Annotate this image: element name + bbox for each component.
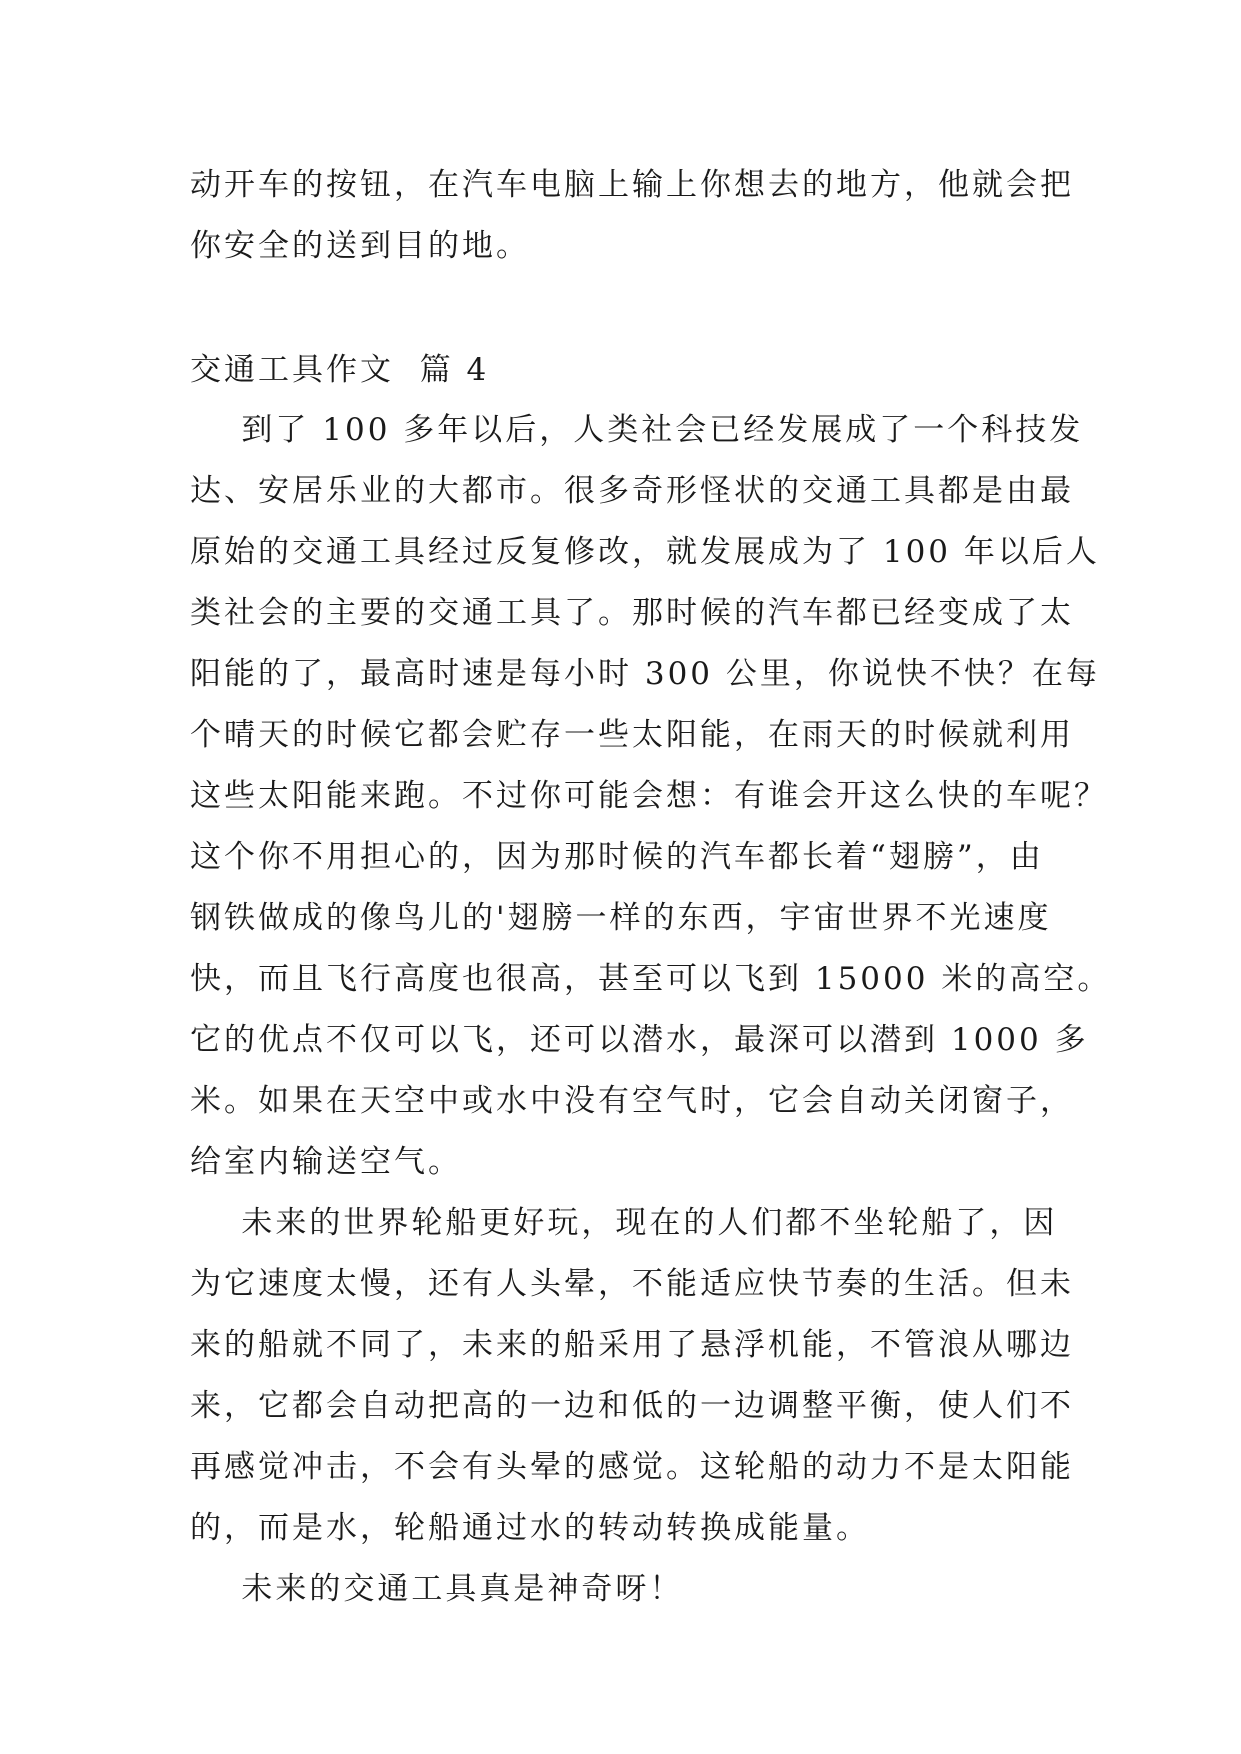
text-line: 原始的交通工具经过反复修改，就发展成为了 100 年以后人 (190, 534, 1100, 570)
text-line: 快，而且飞行高度也很高，甚至可以飞到 15000 米的高空。 (190, 961, 1112, 997)
text-line: 钢铁做成的像鸟儿的'翅膀一样的东西，宇宙世界不光速度 (190, 900, 1052, 936)
text-line: 达、安居乐业的大都市。很多奇形怪状的交通工具都是由最 (190, 473, 1074, 509)
text-line: 动开车的按钮，在汽车电脑上输上你想去的地方，他就会把 (190, 167, 1074, 203)
text-line: 阳能的了，最高时速是每小时 300 公里，你说快不快？在每 (190, 656, 1100, 692)
text-line: 来的船就不同了，未来的船采用了悬浮机能，不管浪从哪边 (190, 1327, 1074, 1363)
text-line: 未来的世界轮船更好玩，现在的人们都不坐轮船了，因 (190, 1205, 1058, 1241)
text-line: 这个你不用担心的，因为那时候的汽车都长着“翅膀”，由 (190, 839, 1044, 875)
paragraph-2 (190, 1193, 1074, 1559)
text-line: 个晴天的时候它都会贮存一些太阳能，在雨天的时候就利用 (190, 717, 1074, 753)
text-line: 为它速度太慢，还有人头晕，不能适应快节奏的生活。但未 (190, 1266, 1074, 1302)
text-line: 来，它都会自动把高的一边和低的一边调整平衡，使人们不 (190, 1388, 1074, 1424)
text-line: 给室内输送空气。 (190, 1144, 462, 1180)
text-line: 米。如果在天空中或水中没有空气时，它会自动关闭窗子， (190, 1083, 1074, 1119)
essay-section (190, 340, 1112, 1620)
text-line: 这些太阳能来跑。不过你可能会想：有谁会开这么快的车呢？ (190, 778, 1108, 814)
text-line: 到了 100 多年以后，人类社会已经发展成了一个科技发 (190, 412, 1084, 448)
text-line: 它的优点不仅可以飞，还可以潜水，最深可以潜到 1000 多 (190, 1022, 1089, 1058)
text-line: 的，而是水，轮船通过水的转动转换成能量。 (190, 1510, 870, 1546)
text-line: 再感觉冲击，不会有头晕的感觉。这轮船的动力不是太阳能 (190, 1449, 1074, 1485)
top-paragraph (190, 155, 1074, 277)
text-line: 未来的交通工具真是神奇呀！ (190, 1571, 684, 1607)
paragraph-3 (190, 1559, 1070, 1620)
text-line: 类社会的主要的交通工具了。那时候的汽车都已经变成了太 (190, 595, 1074, 631)
paragraph-1 (190, 400, 1112, 1193)
section-title: 交通工具作文 篇 4 (190, 352, 490, 388)
text-line: 你安全的送到目的地。 (190, 228, 530, 264)
